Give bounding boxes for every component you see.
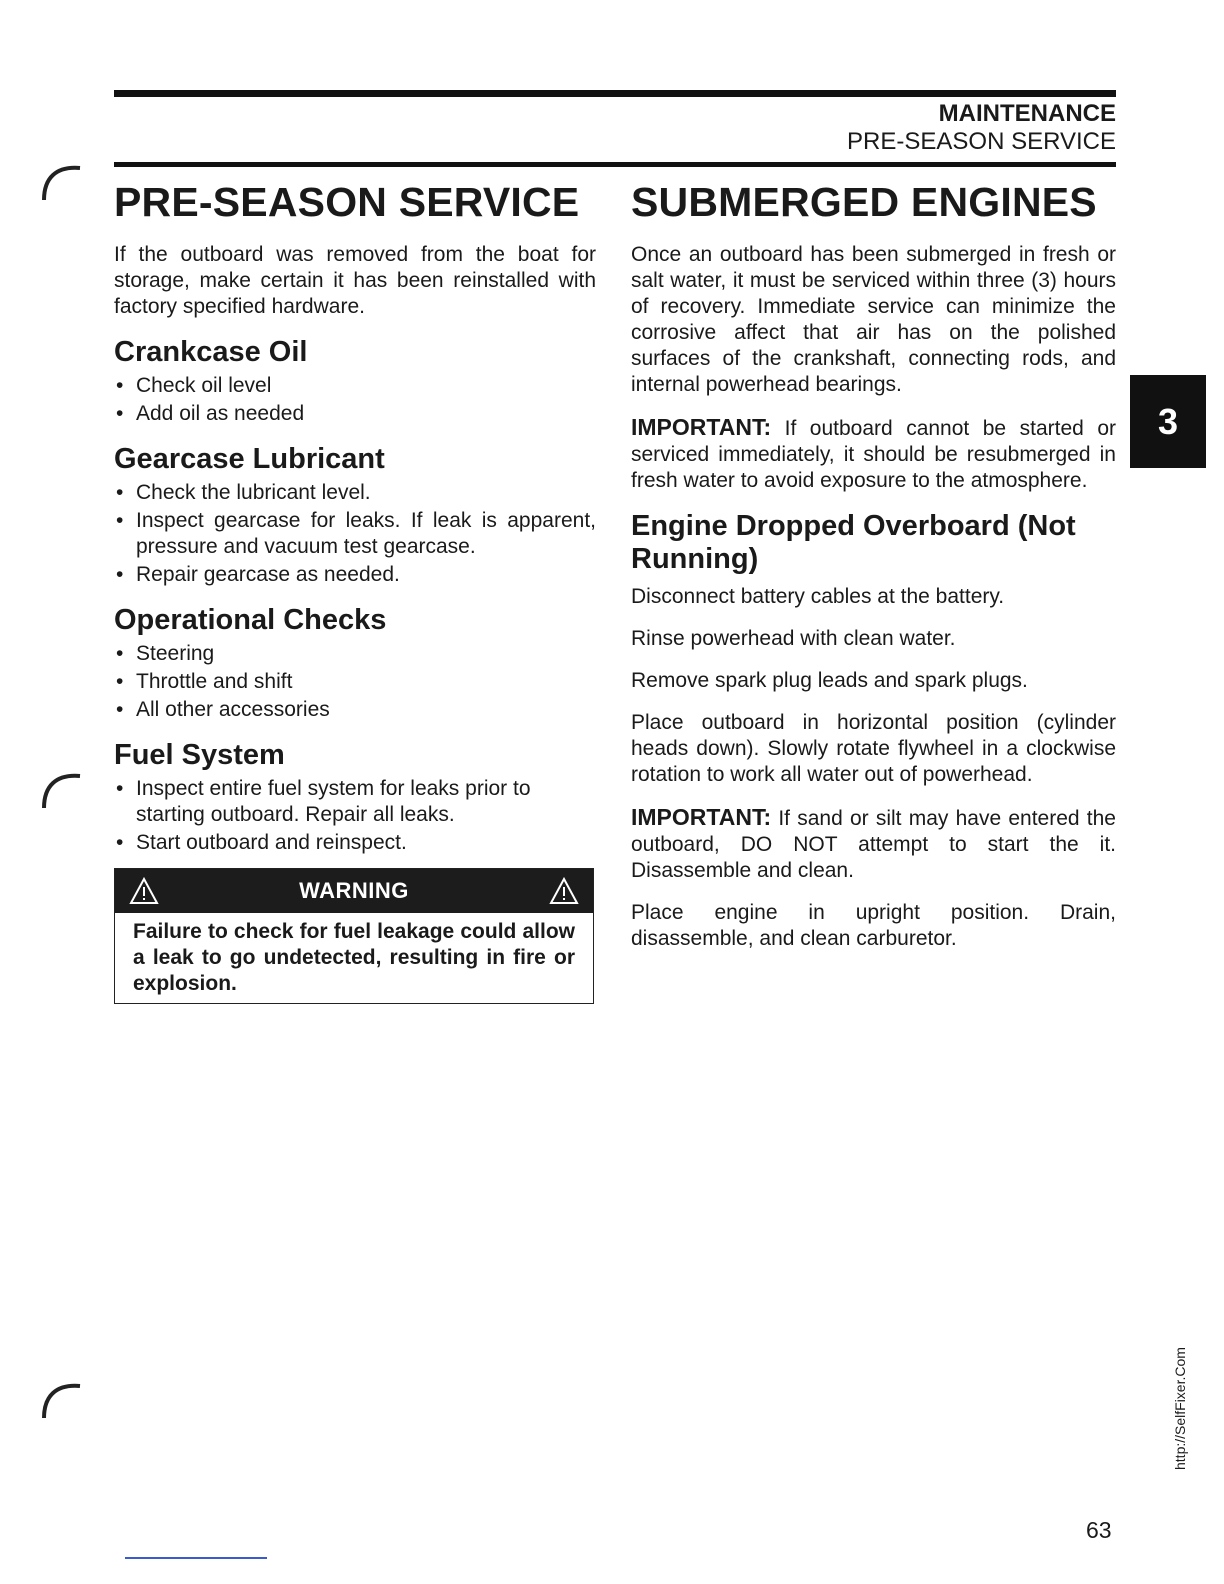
pre-season-title: PRE-SEASON SERVICE xyxy=(114,179,580,225)
final-step: Place engine in upright position. Drain, disassemble, and clean carburetor. xyxy=(631,901,1116,950)
page-number: 63 xyxy=(1086,1517,1112,1543)
gearcase-lubricant-list xyxy=(114,480,596,588)
step-paragraph: Disconnect battery cables at the battery. xyxy=(631,585,1005,608)
list-item: • Inspect entire fuel system for leaks prior to starting outboard. Repair all leaks. xyxy=(114,776,596,828)
warning-triangle-icon xyxy=(549,877,579,905)
important-note-1 xyxy=(631,414,1116,494)
header-section: MAINTENANCE xyxy=(938,100,1116,127)
fuel-system-heading: Fuel System xyxy=(114,739,285,771)
list-item: • Check oil level xyxy=(114,373,596,399)
list-item: • Throttle and shift xyxy=(114,669,596,695)
submerged-intro: Once an outboard has been submerged in fresh or salt water, it must be serviced within three (3) hours of recovery. Immediate service can minimize the corrosive affect that air has on the polished surfaces of the crankshaft, connecting rods, and internal powerhead bearings. xyxy=(631,243,1116,396)
list-item: • Repair gearcase as needed. xyxy=(114,562,596,588)
list-item: • Inspect gearcase for leaks. If leak is apparent, pressure and vacuum test gearcase. xyxy=(114,508,596,560)
binder-hole-icon xyxy=(38,160,84,206)
warning-label: WARNING xyxy=(299,878,409,903)
binder-hole-icon xyxy=(38,768,84,814)
left-column xyxy=(114,178,596,1004)
engine-dropped-heading: Engine Dropped Overboard (Not Running) xyxy=(631,510,1076,575)
important-text: If sand or silt may have entered the outboard, DO NOT attempt to start the it. Disassemble and clean. xyxy=(631,807,1116,882)
warning-triangle-icon xyxy=(129,877,159,905)
fuel-system-list xyxy=(114,776,596,856)
header-subsection: PRE-SEASON SERVICE xyxy=(847,128,1116,155)
header-rule-top xyxy=(114,90,1116,97)
right-column xyxy=(631,178,1116,968)
gearcase-lubricant-heading: Gearcase Lubricant xyxy=(114,443,385,475)
binder-hole-icon xyxy=(38,1378,84,1424)
important-label: IMPORTANT: xyxy=(631,804,772,830)
list-item: • Steering xyxy=(114,641,596,667)
list-item: • All other accessories xyxy=(114,697,596,723)
list-item: • Add oil as needed xyxy=(114,401,596,427)
watermark-text: http://SelfFixer.Com xyxy=(1172,1347,1188,1470)
step-paragraph: Rinse powerhead with clean water. xyxy=(631,627,956,650)
warning-header xyxy=(115,869,593,913)
submerged-engines-title: SUBMERGED ENGINES xyxy=(631,179,1097,225)
crankcase-oil-list xyxy=(114,373,596,427)
chapter-tab: 3 xyxy=(1130,375,1206,468)
pre-season-intro: If the outboard was removed from the boat for storage, make certain it has been reinstalled with factory specified hardware. xyxy=(114,243,596,318)
crankcase-oil-heading: Crankcase Oil xyxy=(114,336,308,368)
list-item: • Check the lubricant level. xyxy=(114,480,596,506)
header-rule-bottom xyxy=(114,162,1116,167)
list-item: • Start outboard and reinspect. xyxy=(114,830,596,856)
important-note-2 xyxy=(631,804,1116,884)
operational-checks-list xyxy=(114,641,596,723)
fuel-warning-box xyxy=(114,868,594,1004)
important-label: IMPORTANT: xyxy=(631,414,772,440)
important-text: If outboard cannot be started or serviced immediately, it should be resubmerged in fresh water to avoid exposure to the atmosphere. xyxy=(631,417,1116,492)
warning-text: Failure to check for fuel leakage could allow a leak to go undetected, resulting in fire or explosion. xyxy=(133,920,575,995)
operational-checks-heading: Operational Checks xyxy=(114,604,387,636)
step-paragraph: Remove spark plug leads and spark plugs. xyxy=(631,669,1028,692)
bottom-link-underline xyxy=(125,1557,267,1559)
step-paragraph: Place outboard in horizontal position (cylinder heads down). Slowly rotate flywheel in a clockwise rotation to work all water out of powerhead. xyxy=(631,711,1116,786)
